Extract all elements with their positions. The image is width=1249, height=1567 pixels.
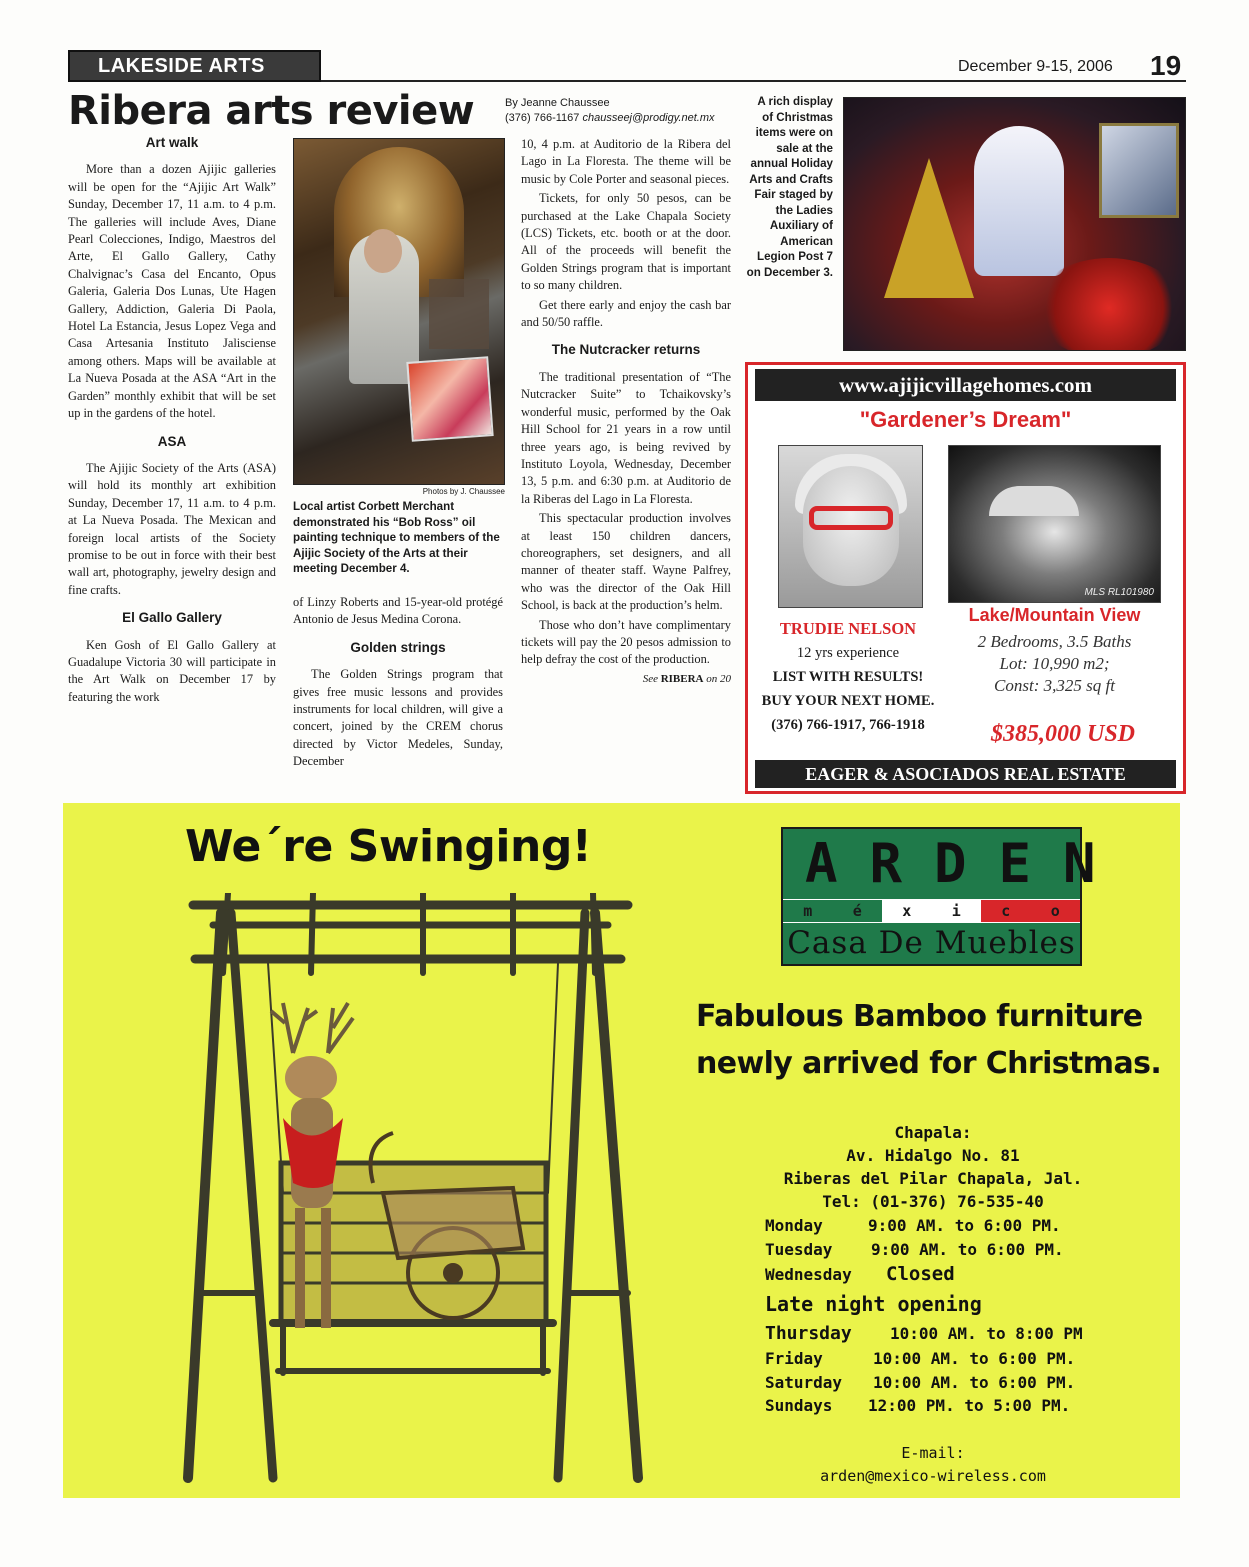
hours-time-tuesday: 9:00 AM. to 6:00 PM. <box>871 1240 1064 1259</box>
pitch-line-2: newly arrived for Christmas. <box>696 1046 1162 1081</box>
paragraph-nutcracker-1: The traditional presentation of “The Nutcracker Suite” to Tchaikovsky’s wonderful music, performed by the Oak Hill School for 21 years in a row until three years ago, is being revived by Instituto Loyola, Wednesday, December 13, 5 p.m. and 6:30 p.m. at Auditorio de la Riberas del Lago in La Floresta. <box>521 369 731 506</box>
agent-tagline-1: LIST WITH RESULTS! <box>772 669 924 685</box>
listing-slogan: "Gardener’s Dream" <box>859 407 1072 432</box>
paragraph-nutcracker-2: This spectacular production involves at least 150 children dancers, choreographers, set designers, and all manner of theater staff. Wayne Palfrey, who was the director of the Oak Hill School, is back at the production’s helm. <box>521 511 731 613</box>
hours-day-saturday: Saturday <box>765 1373 843 1392</box>
subhead-el-gallo: El Gallo Gallery <box>122 610 222 626</box>
continued-reference[interactable]: See RIBERA on 20 <box>642 672 731 685</box>
agent-name: TRUDIE NELSON <box>779 619 917 638</box>
hours-day-tuesday: Tuesday <box>765 1240 833 1259</box>
article-column-2 <box>293 594 503 773</box>
photo-credit: Photos by J. Chaussee <box>422 487 505 496</box>
arden-logo <box>781 827 1128 966</box>
paragraph-el-gallo-cont: of Linzy Roberts and 15-year-old protégé Antonio de Jesus Medina Corona. <box>293 595 503 627</box>
hours-time-sundays: 12:00 PM. to 5:00 PM. <box>868 1396 1071 1415</box>
photo-artist-painting <box>293 138 505 485</box>
headline: Ribera arts review <box>68 88 475 134</box>
logo-wordmark: ARDEN <box>783 829 1080 899</box>
property-construction: Const: 3,325 sq ft <box>994 676 1115 695</box>
agent-phones: (376) 766-1917, 766-1918 <box>771 717 925 733</box>
hours-time-friday: 10:00 AM. to 6:00 PM. <box>873 1349 1076 1368</box>
subhead-nutcracker: The Nutcracker returns <box>551 342 701 358</box>
late-night-heading: Late night opening <box>765 1292 982 1316</box>
byline-contact <box>505 111 715 126</box>
agency-name: EAGER & ASOCIADOS REAL ESTATE <box>755 760 1176 788</box>
store-email[interactable]: arden@mexico-wireless.com <box>820 1467 1046 1485</box>
paragraph-nutcracker-3: Those who don’t have complimentary tickets will pay the 20 pesos admission to help defray the cost of the production. <box>521 617 731 667</box>
hours-day-monday: Monday <box>765 1216 823 1235</box>
paragraph-el-gallo: Ken Gosh of El Gallo Gallery at Guadalupe Victoria 30 will participate in the Art Walk on December 17 by featuring the work <box>68 637 276 704</box>
hours-day-sundays: Sundays <box>765 1396 833 1415</box>
subhead-asa: ASA <box>157 433 187 449</box>
hours-time-saturday: 10:00 AM. to 6:00 PM. <box>873 1373 1076 1392</box>
furniture-ad[interactable] <box>63 803 1180 1498</box>
photo-christmas-display <box>843 97 1186 351</box>
property-lot: Lot: 10,990 m2; <box>999 654 1110 673</box>
property-photo <box>948 445 1161 603</box>
contact-email[interactable]: chausseej@prodigy.net.mx <box>582 112 715 124</box>
issue-date: December 9-15, 2006 <box>958 58 1113 75</box>
bamboo-swing-illustration <box>183 893 653 1488</box>
property-view-title: Lake/Mountain View <box>968 605 1141 625</box>
hours-day-friday: Friday <box>765 1349 823 1368</box>
header-rule <box>321 80 1186 82</box>
paragraph-golden-strings-cont2: Tickets, for only 50 pesos, can be purchased at the Lake Chapala Society (LCS) Tickets, etc. booth or at the door. All of the proceeds will benefit the Golden Strings program that is important to so many children. <box>521 191 731 293</box>
agent-tagline-2: BUY YOUR NEXT HOME. <box>761 693 935 709</box>
agent-experience: 12 yrs experience <box>796 645 900 661</box>
agent-photo <box>778 445 923 608</box>
hours-day-thursday: Thursday <box>765 1323 852 1344</box>
page-number: 19 <box>1150 50 1182 81</box>
hours-time-thursday: 10:00 AM. to 8:00 PM <box>890 1324 1083 1343</box>
subhead-golden-strings: Golden strings <box>350 639 446 655</box>
hours-day-wednesday: Wednesday <box>765 1265 852 1284</box>
realtor-url[interactable]: www.ajijicvillagehomes.com <box>755 369 1176 401</box>
hours-time-wednesday: Closed <box>886 1263 955 1285</box>
paragraph-golden-strings: The Golden Strings program that gives free music lessons and provides instruments for local children, will give a concert, joined by the CREM chorus directed by Victor Medeles, Sunday, December <box>293 667 503 769</box>
mls-number: MLS RL101980 <box>1084 587 1154 598</box>
address-street: Av. Hidalgo No. 81 <box>846 1146 1020 1165</box>
byline-author: By Jeanne Chaussee <box>505 97 610 109</box>
paragraph-asa: The Ajijic Society of the Arts (ASA) will hold its monthly art exhibition Sunday, December 17, 11 a.m. to 4 p.m. at La Nueva Posada. The Mexican and foreign local artists of the Society promise to be out in force with their best wall art, photography, jewelry design and fine crafts. <box>68 460 276 597</box>
article-column-3 <box>521 136 731 688</box>
byline <box>505 96 715 126</box>
pitch-line-1: Fabulous Bamboo furniture <box>696 999 1143 1034</box>
store-phone: Tel: (01-376) 76-535-40 <box>822 1192 1044 1211</box>
caption-christmas: A rich display of Christmas items were on sale at the annual Holiday Arts and Crafts Fair staged by the Ladies Auxiliary of American Legion Post 7 on December 3. <box>746 95 833 279</box>
property-bedrooms: 2 Bedrooms, 3.5 Baths <box>977 632 1132 651</box>
real-estate-ad[interactable] <box>745 362 1186 794</box>
ad-pitch <box>696 993 1161 1087</box>
hours-time-monday: 9:00 AM. to 6:00 PM. <box>868 1216 1061 1235</box>
subhead-art-walk: Art walk <box>145 135 199 150</box>
paragraph-golden-strings-cont3: Get there early and enjoy the cash bar and 50/50 raffle. <box>521 297 731 330</box>
ad-headline: We´re Swinging! <box>185 821 592 872</box>
section-tag <box>68 50 321 82</box>
contact-phone: (376) 766-1167 <box>505 112 580 124</box>
section-label: LAKESIDE ARTS <box>98 55 265 77</box>
logo-mexico-strip: m é x i c o <box>783 900 1080 922</box>
caption-artist: Local artist Corbett Merchant demonstrated his “Bob Ross” oil painting technique to members of the Ajijic Society of the Arts at their meeting December 4. <box>293 500 500 576</box>
property-price: $385,000 USD <box>990 721 1135 747</box>
paragraph-golden-strings-cont1: 10, 4 p.m. at Auditorio de la Ribera del Lago in La Floresta. The theme will be music by Cole Porter and seasonal pieces. <box>521 137 731 186</box>
paragraph-art-walk: More than a dozen Ajijic galleries will be open for the “Ajijic Art Walk” Sunday, December 17, 11 a.m. to 4 p.m. The galleries will include Aves, Diane Pearl Colecciones, Indigo, Maestros del Arte, El Gallo Gallery, Cathy Chalvignac’s Casa del Encanto, Opus Galeria, Galeria Dos Lunas, Ute Hagen Gallery, Addiction, Galeria Di Paola, Hotel La Estancia, Jesus Lopez Vega and Casa Artesania Instituto Jalisciense among others. Maps will be available at La Nueva Posada at the ASA “Art in the Garden” monthly exhibit that will be set up in the gardens of the hotel. <box>68 162 276 421</box>
address-city: Chapala: <box>894 1123 972 1142</box>
address-locality: Riberas del Pilar Chapala, Jal. <box>783 1169 1083 1188</box>
logo-subtitle: Casa De Muebles <box>783 923 1080 964</box>
email-label: E-mail: <box>901 1444 965 1462</box>
article-column-1 <box>68 134 276 708</box>
